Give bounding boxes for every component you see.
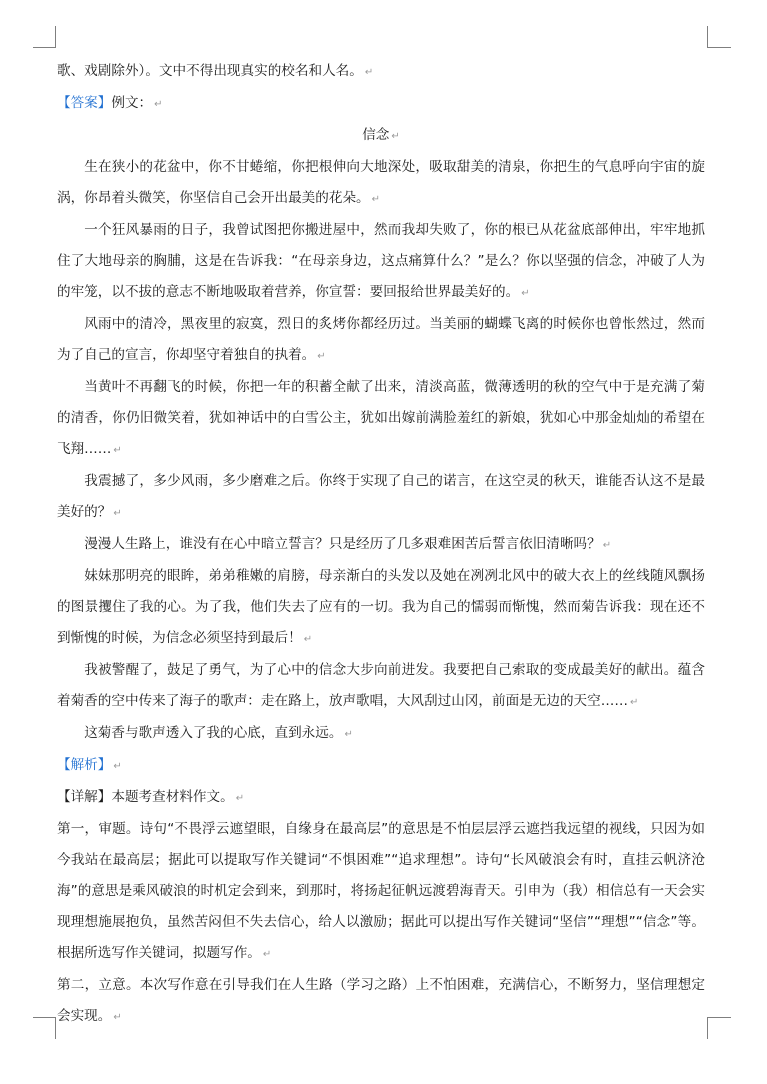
crop-mark-top-right: [707, 47, 731, 48]
paragraph: [57, 215, 705, 309]
paragraph-text: 这菊香与歌声透入了我的心底，直到永远。: [84, 725, 343, 741]
paragraph: [57, 152, 705, 215]
paragraph: [57, 529, 705, 561]
paragraph-text: 妹妹那明亮的眼眸，弟弟稚嫩的肩膀，母亲渐白的头发以及她在冽冽北风中的破大衣上的丝线随风飘扬的图景攫住了我的心。为了我，他们失去了应有的一切。我为自己的懦弱而惭愧，然而菊告诉我：现在还不到惭愧的时候，为信念必须坚持到最后！: [57, 568, 705, 646]
paragraph-text: 【详解】本题考查材料作文。: [57, 789, 234, 805]
paragraph-mark-icon: ↵: [113, 445, 122, 456]
paragraph: [57, 970, 705, 1033]
paragraph: [57, 718, 705, 750]
essay-title: [57, 120, 705, 152]
paragraph-mark-icon: ↵: [154, 99, 163, 110]
paragraph: [57, 56, 705, 88]
paragraph-text: 生在狭小的花盆中，你不甘蜷缩，你把根伸向大地深处，吸取甜美的清泉，你把生的气息呼向宇宙的旋涡，你昂着头微笑，你坚信自己会开出最美的花朵。: [57, 159, 705, 206]
answer-heading: [57, 88, 705, 120]
crop-mark-top-left: [55, 26, 56, 48]
paragraph-text: 我震撼了，多少风雨，多少磨难之后。你终于实现了自己的诺言，在这空灵的秋天，谁能否认这不是最美好的？: [57, 473, 705, 520]
paragraph-text: 漫漫人生路上，谁没有在心中暗立誓言？只是经历了几多艰难困苦后誓言依旧清晰吗？: [84, 536, 601, 552]
paragraph: [57, 309, 705, 372]
document-body: [57, 56, 705, 1033]
paragraph-mark-icon: ↵: [113, 761, 122, 772]
paragraph-text: 我被警醒了，鼓足了勇气，为了心中的信念大步向前进发。我要把自己索取的变成最美好的献出。蕴含着菊香的空中传来了海子的歌声：走在路上，放声歌唱，大风刮过山冈，前面是无边的天空……: [57, 662, 705, 709]
paragraph-mark-icon: ↵: [113, 508, 122, 519]
paragraph-text: 第二，立意。本次写作意在引导我们在人生路（学习之路）上不怕困难，充满信心，不断努力，坚信理想定会实现。: [57, 977, 705, 1024]
paragraph-mark-icon: ↵: [521, 288, 530, 299]
paragraph: [57, 655, 705, 718]
paragraph-mark-icon: ↵: [371, 194, 381, 205]
paragraph-text: 第一，审题。诗句“不畏浮云遮望眼，自缘身在最高层”的意思是不怕层层浮云遮挡我远望的视线，只因为如今我站在最高层；据此可以提取写作关键词“不惧困难”“追求理想”。诗句“长风破浪会有时，直挂云帆济沧海”的意思是乘风破浪的时机定会到来，到那时，将扬起征帆远渡碧海青天。引申为（我）相信总有一天会实现理想施展抱负，虽然苦闷但不失去信心，给人以激励；据此可以提出写作关键词“坚信”“理想”“信念”等。根据所选写作关键词，拟题写作。: [57, 821, 705, 961]
essay-title-text: 信念: [362, 127, 390, 143]
crop-mark-top-left: [33, 47, 55, 48]
crop-mark-bottom-left: [33, 1017, 55, 1018]
paragraph-mark-icon: ↵: [364, 67, 374, 78]
analysis-tag: 【解析】: [57, 757, 112, 773]
paragraph-mark-icon: ↵: [629, 697, 639, 708]
paragraph: [57, 782, 705, 814]
paragraph: [57, 561, 705, 655]
paragraph-text: 风雨中的清冷，黑夜里的寂寞，烈日的炙烤你都经历过。当美丽的蝴蝶飞离的时候你也曾怅然过，然而为了自己的宣言，你却坚守着独自的执着。: [57, 316, 705, 363]
paragraph-text: 一个狂风暴雨的日子，我曾试图把你搬进屋中，然而我却失败了，你的根已从花盆底部伸出，牢牢地抓住了大地母亲的胸脯，这是在告诉我：“在母亲身边，这点痛算什么？”是么？你以坚强的信念，冲破了人为的牢笼，以不拔的意志不断地吸取着营养，你宣誓：要回报给世界最美好的。: [57, 222, 705, 300]
paragraph-mark-icon: ↵: [113, 1012, 122, 1023]
paragraph: [57, 466, 705, 529]
paragraph-mark-icon: ↵: [262, 949, 272, 960]
analysis-heading: [57, 750, 705, 782]
paragraph-mark-icon: ↵: [344, 729, 353, 740]
paragraph-mark-icon: ↵: [317, 351, 326, 362]
crop-mark-bottom-right: [707, 1017, 708, 1039]
answer-tag: 【答案】: [57, 95, 112, 111]
paragraph-text: 例文：: [111, 95, 153, 111]
paragraph-mark-icon: ↵: [391, 131, 400, 142]
crop-mark-bottom-left: [55, 1017, 56, 1039]
crop-mark-top-right: [707, 26, 708, 48]
crop-mark-bottom-right: [707, 1017, 731, 1018]
paragraph: [57, 372, 705, 466]
paragraph: [57, 814, 705, 970]
paragraph-mark-icon: ↵: [602, 540, 612, 551]
paragraph-text: 歌、戏剧除外）。文中不得出现真实的校名和人名。: [57, 63, 363, 79]
paragraph-text: 当黄叶不再翻飞的时候，你把一年的积蓄全献了出来，清淡高蓝，微薄透明的秋的空气中于是充满了菊的清香，你仍旧微笑着，犹如神话中的白雪公主，犹如出嫁前满脸羞红的新娘，犹如心中那金灿灿的希望在飞翔……: [57, 379, 705, 457]
paragraph-mark-icon: ↵: [235, 793, 245, 804]
paragraph-mark-icon: ↵: [303, 634, 313, 645]
